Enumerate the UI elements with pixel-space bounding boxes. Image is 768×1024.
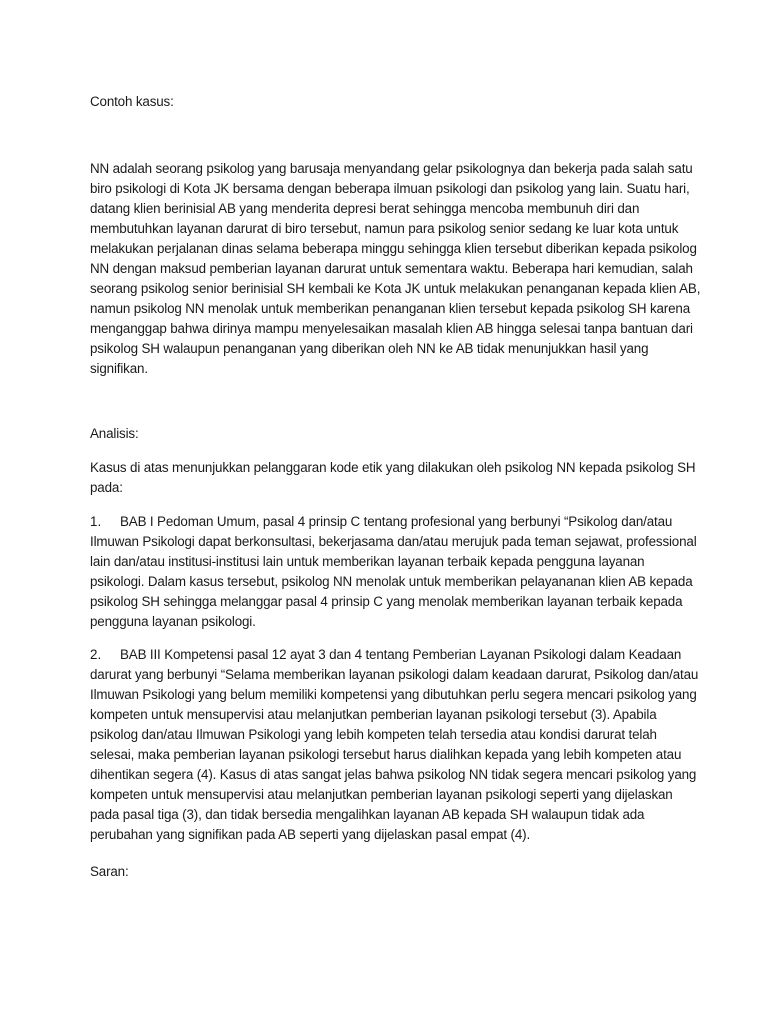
case-line: biro psikologi di Kota JK bersama dengan beberapa ilmuan psikologi dan psikolog yang lain. Suatu hari,	[90, 181, 690, 196]
point-2-line: perubahan yang signifikan pada AB seperti yang dijelaskan pasal empat (4).	[90, 827, 531, 842]
case-line: membutuhkan layanan darurat di biro tersebut, namun para psikolog senior sedang ke luar kota untuk	[90, 221, 679, 236]
heading-suggestion: Saran:	[90, 864, 129, 879]
point-2-line: kompeten untuk mensupervisi atau melanjutkan pemberian layanan psikologi seperti yang dijelaskan	[90, 787, 673, 802]
point-2-line: kompeten untuk mensupervisi atau melanjutkan pemberian layanan psikologi tersebut (3). Apabila	[90, 707, 657, 722]
case-line: datang klien berinisial AB yang menderita depresi berat sehingga mencoba membunuh diri dan	[90, 201, 640, 216]
analysis-intro-line: Kasus di atas menunjukkan pelanggaran kode etik yang dilakukan oleh psikolog NN kepada psikolog SH	[90, 460, 696, 475]
point-1-line: psikologi. Dalam kasus tersebut, psikolog NN menolak untuk memberikan pelayananan klien AB kepada	[90, 574, 693, 589]
case-line: psikolog SH walaupun penanganan yang diberikan oleh NN ke AB tidak menunjukkan hasil yang	[90, 341, 649, 356]
point-1-line: psikolog SH sehingga melanggar pasal 4 prinsip C yang menolak memberikan layanan terbaik kepada	[90, 594, 683, 609]
point-2-line: dihentikan segera (4). Kasus di atas sangat jelas bahwa psikolog NN tidak segera mencari psikolog yang	[90, 767, 697, 782]
case-line: signifikan.	[90, 361, 148, 376]
point-2-line: psikolog dan/atau Ilmuwan Psikologi yang lebih kompeten telah tersedia atau kondisi darurat telah	[90, 727, 657, 742]
heading-analysis: Analisis:	[90, 426, 139, 441]
case-line: menganggap bahwa dirinya mampu menyelesaikan masalah klien AB hingga selesai tanpa bantuan dari	[90, 321, 693, 336]
point-2-number: 2.	[90, 647, 102, 662]
point-2-line: Ilmuwan Psikologi yang belum memiliki kompetensi yang dibutuhkan perlu segera mencari psikolog yang	[90, 687, 697, 702]
point-2-line: pada pasal tiga (3), dan tidak bersedia mengalihkan layanan AB kepada SH walaupun tidak ada	[90, 807, 645, 822]
point-1-line: Ilmuwan Psikologi dapat berkonsultasi, bekerjasama dan/atau merujuk pada teman sejawat, professional	[90, 534, 697, 549]
point-1-number: 1.	[90, 514, 102, 529]
heading-example: Contoh kasus:	[90, 94, 174, 109]
case-line: seorang psikolog senior berinisial SH kembali ke Kota JK untuk melakukan penanganan kepada klien AB,	[90, 281, 701, 296]
analysis-intro-line: pada:	[90, 480, 123, 495]
point-2-line: darurat yang berbunyi “Selama memberikan layanan psikologi dalam keadaan darurat, Psikolog dan/atau	[90, 667, 699, 682]
case-line: NN dengan maksud pemberian layanan darurat untuk sementara waktu. Beberapa hari kemudian, salah	[90, 261, 693, 276]
point-2-first-line: BAB III Kompetensi pasal 12 ayat 3 dan 4 tentang Pemberian Layanan Psikologi dalam Keadaan	[120, 647, 682, 662]
point-1-line: lain dan/atau institusi-institusi lain untuk memberikan layanan terbaik kepada pengguna layanan	[90, 554, 645, 569]
case-line: melakukan perjalanan dinas selama beberapa minggu sehingga klien tersebut diberikan kepada psikolog	[90, 241, 697, 256]
point-2-line: selesai, maka pemberian layanan psikologi tersebut harus dialihkan kepada yang lebih kompeten atau	[90, 747, 682, 762]
case-line: namun psikolog NN menolak untuk memberikan penanganan klien tersebut kepada psikolog SH karena	[90, 301, 691, 316]
case-line: NN adalah seorang psikolog yang barusaja menyandang gelar psikolognya dan bekerja pada salah satu	[90, 161, 693, 176]
point-1-first-line: BAB I Pedoman Umum, pasal 4 prinsip C tentang profesional yang berbunyi “Psikolog dan/atau	[120, 514, 673, 529]
point-1-line: pengguna layanan psikologi.	[90, 614, 256, 629]
